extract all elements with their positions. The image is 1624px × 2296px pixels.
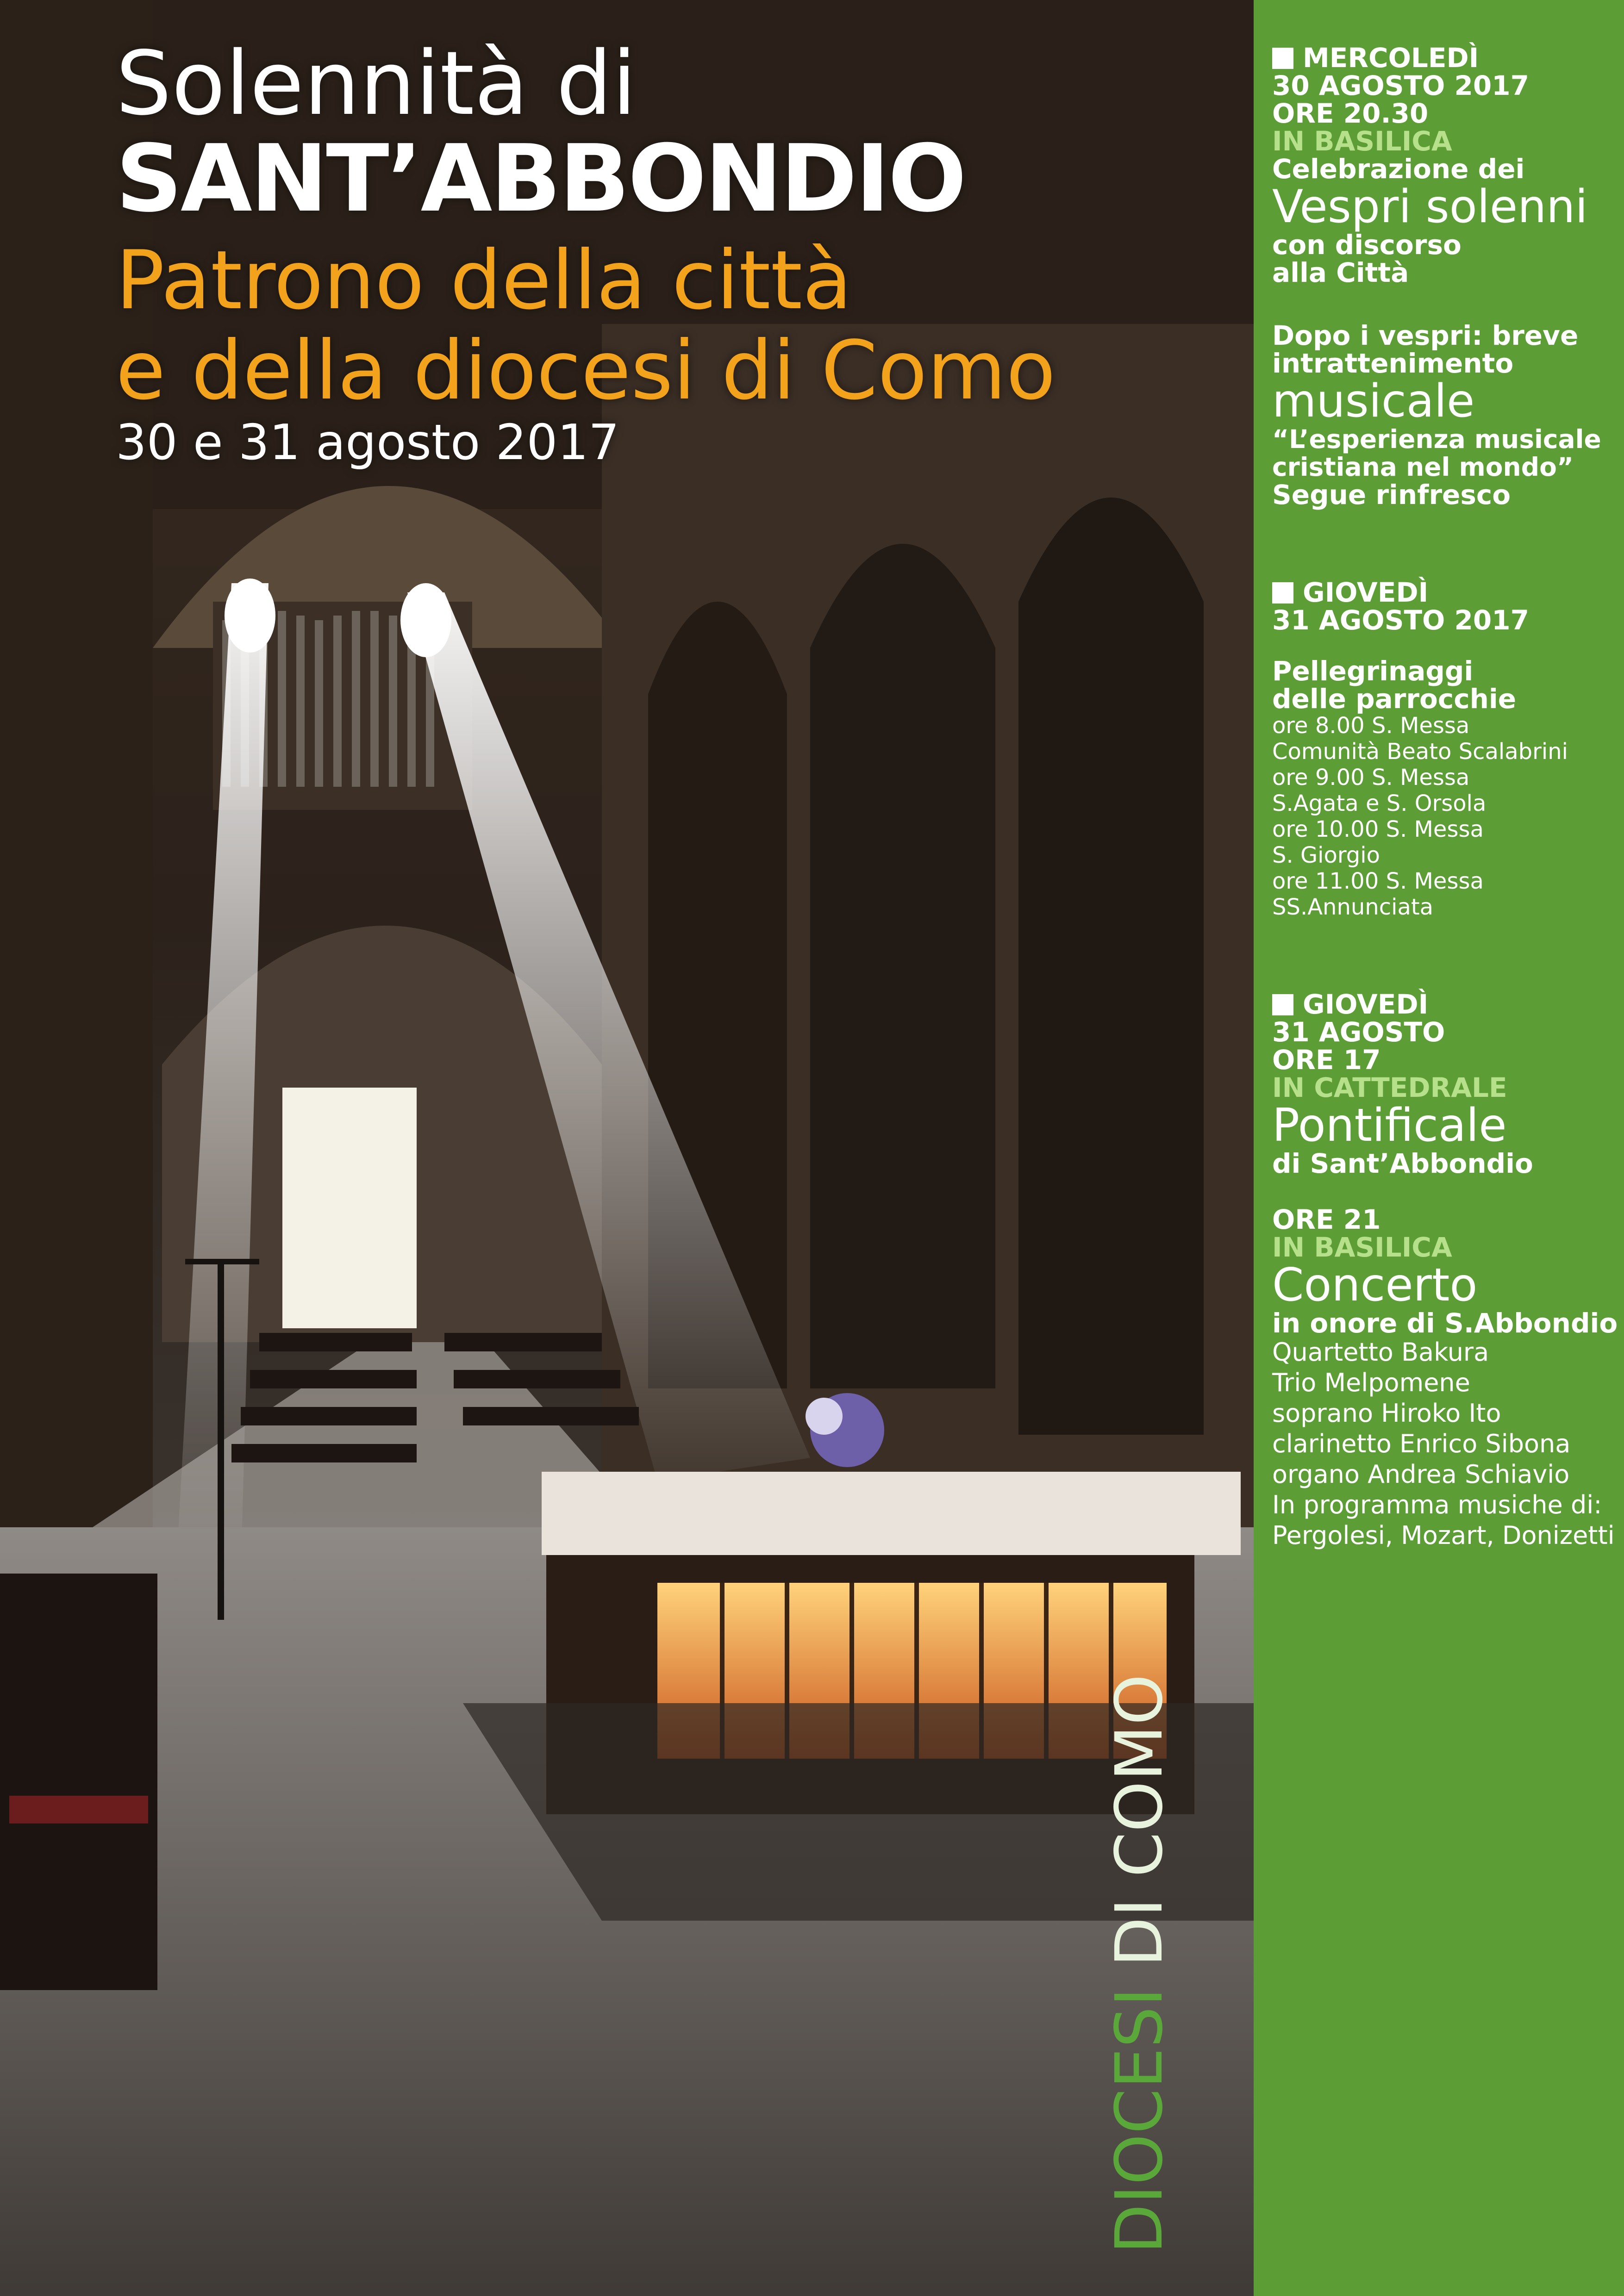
event2-item: ore 11.00 S. Messa xyxy=(1272,868,1484,894)
event2-block xyxy=(1272,579,1568,920)
bullet-square-icon xyxy=(1272,48,1293,69)
event4-item: Pergolesi, Mozart, Donizetti xyxy=(1272,1521,1615,1550)
event3-date: 31 AGOSTO xyxy=(1272,1016,1445,1048)
event-dates: 30 e 31 agosto 2017 xyxy=(116,414,619,471)
subtitle-line-1: Patrono della città xyxy=(116,234,852,328)
event4-item: In programma musiche di: xyxy=(1272,1490,1602,1519)
bullet-square-icon xyxy=(1272,582,1293,604)
event3-day: GIOVEDÌ xyxy=(1303,989,1429,1020)
event4-time: ORE 21 xyxy=(1272,1204,1381,1235)
event1-line2: con discorso xyxy=(1272,229,1462,261)
event2-item: Comunità Beato Scalabrini xyxy=(1272,739,1568,765)
event3-venue: IN CATTEDRALE xyxy=(1272,1072,1507,1103)
event4-title: Concerto xyxy=(1272,1259,1478,1312)
vertical-label-b: DI COMO xyxy=(1102,1674,1177,1967)
event2-item: ore 10.00 S. Messa xyxy=(1272,816,1484,842)
diocese-vertical-label xyxy=(1102,1674,1177,2254)
event1b-line1: Dopo i vespri: breve xyxy=(1272,320,1579,351)
event2-item: ore 9.00 S. Messa xyxy=(1272,765,1470,790)
event2-date: 31 AGOSTO 2017 xyxy=(1272,604,1529,636)
event4-venue: IN BASILICA xyxy=(1272,1232,1452,1263)
event1b-block xyxy=(1272,322,1601,509)
event1b-line3: “L’esperienza musicale xyxy=(1272,424,1601,454)
title-line-2: SANT’ABBONDIO xyxy=(116,125,965,233)
event1-line3: alla Città xyxy=(1272,257,1409,288)
event1-time: ORE 20.30 xyxy=(1272,98,1429,129)
event1-line1: Celebrazione dei xyxy=(1272,153,1525,185)
event4-item: organo Andrea Schiavio xyxy=(1272,1460,1570,1489)
event1-venue: IN BASILICA xyxy=(1272,125,1452,157)
event1-day: MERCOLEDÌ xyxy=(1303,42,1479,74)
event4-item: soprano Hiroko Ito xyxy=(1272,1399,1501,1428)
event1-date: 30 AGOSTO 2017 xyxy=(1272,70,1529,101)
subtitle-line-2: e della diocesi di Como xyxy=(116,324,1056,418)
title-line-1: Solennità di xyxy=(116,32,637,135)
event4-item: Trio Melpomene xyxy=(1272,1368,1470,1397)
event4-line1: in onore di S.Abbondio xyxy=(1272,1307,1618,1339)
event4-block xyxy=(1272,1206,1618,1551)
event1b-line5: Segue rinfresco xyxy=(1272,479,1511,510)
event4-item: Quartetto Bakura xyxy=(1272,1338,1489,1367)
event2-title2: delle parrocchie xyxy=(1272,683,1517,715)
event2-item: S. Giorgio xyxy=(1272,842,1380,868)
event2-item: S.Agata e S. Orsola xyxy=(1272,790,1487,816)
event2-item: SS.Annunciata xyxy=(1272,894,1434,920)
event1b-title: musicale xyxy=(1272,375,1475,428)
event1b-line4: cristiana nel mondo” xyxy=(1272,452,1574,482)
event4-item: clarinetto Enrico Sibona xyxy=(1272,1429,1571,1458)
vertical-label-a: DIOCESI xyxy=(1102,1987,1177,2254)
event2-day: GIOVEDÌ xyxy=(1303,577,1429,608)
event3-block xyxy=(1272,990,1533,1177)
bullet-square-icon xyxy=(1272,994,1293,1015)
event1-block xyxy=(1272,44,1588,286)
event3-title: Pontificale xyxy=(1272,1099,1507,1152)
event3-time: ORE 17 xyxy=(1272,1044,1381,1076)
event1b-line2: intrattenimento xyxy=(1272,348,1514,379)
event1-title: Vespri solenni xyxy=(1272,180,1588,233)
program-panel xyxy=(1254,0,1624,2296)
event2-item: ore 8.00 S. Messa xyxy=(1272,713,1470,739)
event3-line1: di Sant’Abbondio xyxy=(1272,1148,1533,1179)
event2-title1: Pellegrinaggi xyxy=(1272,655,1474,687)
